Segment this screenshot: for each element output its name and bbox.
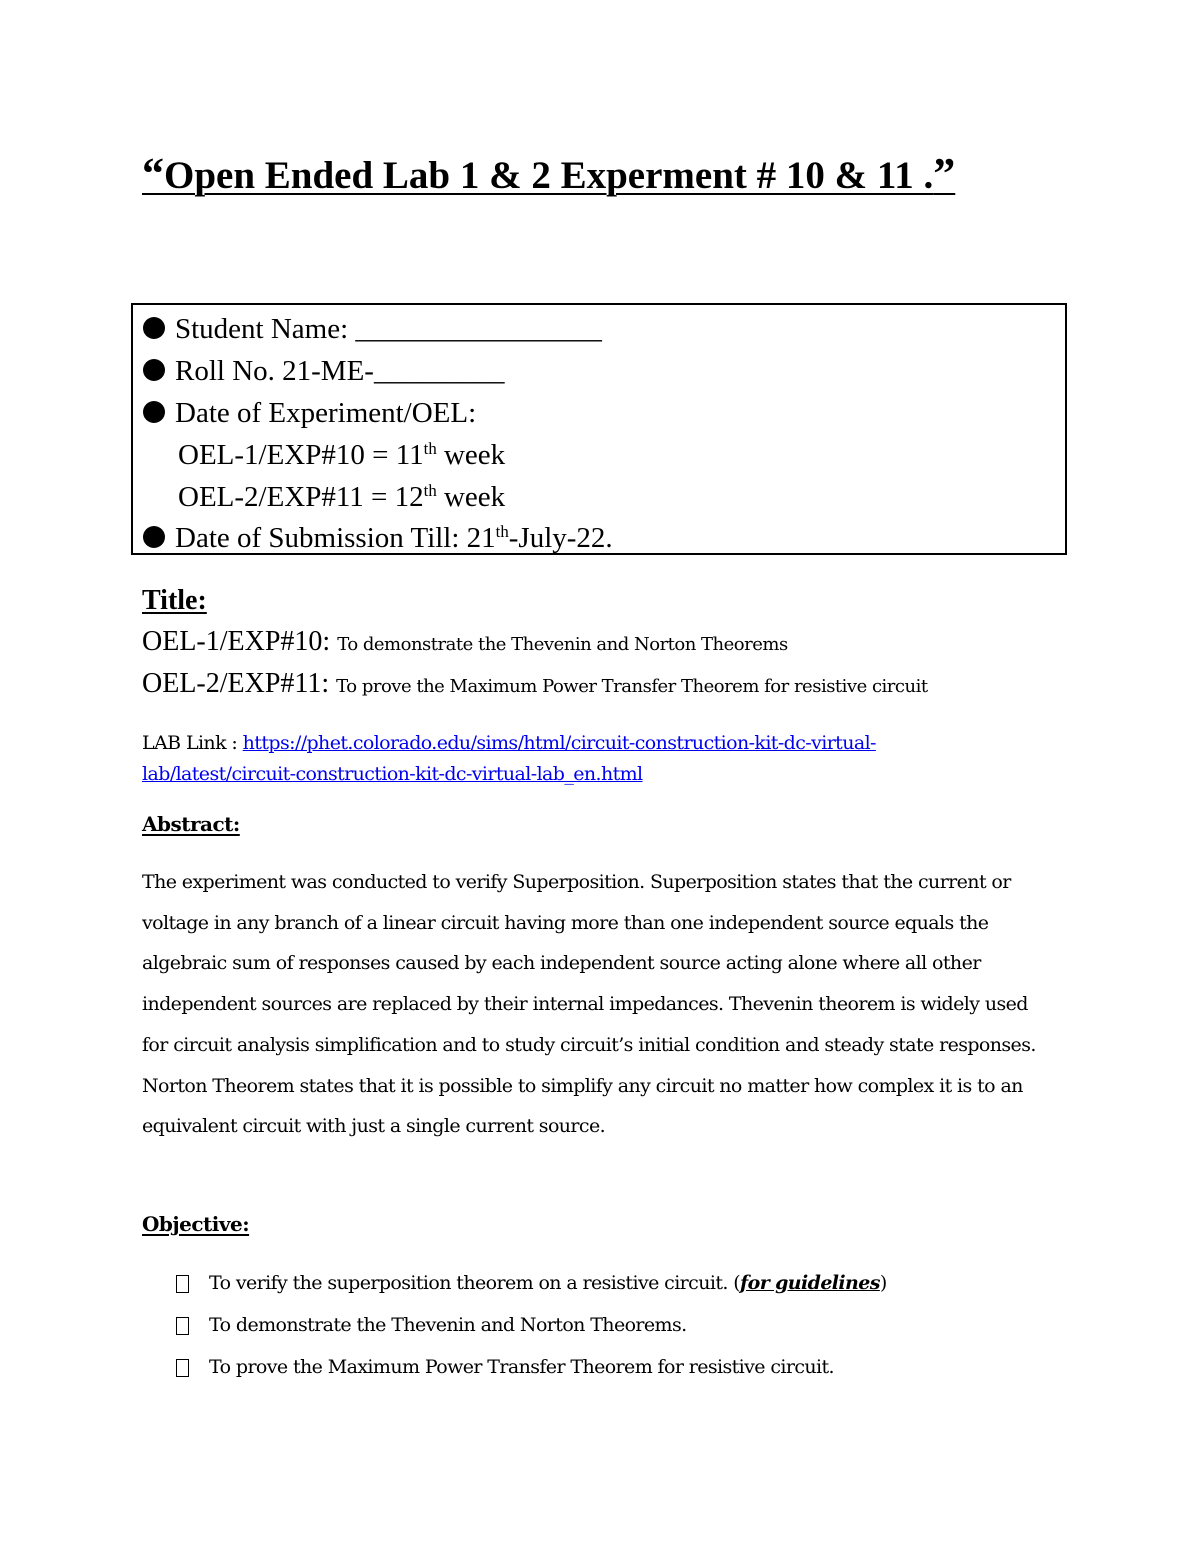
exp1-title-line [142, 626, 788, 658]
missing-glyph-icon [176, 1317, 189, 1335]
student-name-label: Student Name: _________________ [175, 313, 602, 345]
bullet-icon [143, 526, 165, 548]
oel2-label: OEL-2/EXP#11 = 12 [178, 481, 424, 513]
exp2-title-line [142, 668, 928, 700]
close-quote: ” [933, 149, 956, 198]
objective-item [176, 1314, 887, 1356]
open-quote: “ [142, 149, 164, 198]
exp1-code: OEL-1/EXP#10: [142, 626, 338, 657]
oel1-label: OEL-1/EXP#10 = 11 [178, 439, 424, 471]
submission-suffix: -July-22. [508, 522, 613, 554]
objective-3-text: To prove the Maximum Power Transfer Theorem for resistive circuit. [209, 1356, 835, 1378]
lab-link-url[interactable] [142, 732, 876, 785]
guidelines-link[interactable]: for guidelines [740, 1272, 880, 1294]
roll-no-row [143, 357, 504, 386]
date-of-experiment-row [143, 399, 476, 428]
roll-no-label: Roll No. 21-ME-_________ [175, 355, 505, 387]
oel1-row [178, 438, 506, 471]
submission-label: Date of Submission Till: 21 [175, 522, 496, 554]
objective-item [176, 1272, 887, 1314]
title-text: Open Ended Lab 1 & 2 Experment # 10 & 11 . [164, 154, 934, 197]
student-name-row [143, 315, 602, 344]
oel2-sup: th [423, 480, 437, 500]
oel2-suffix: week [436, 481, 506, 513]
objective-item [176, 1356, 887, 1398]
abstract-paragraph: The experiment was conducted to verify Superposition. Superposition states that the current or voltage in any branch of a linear circuit having more than one independent source equals the algebraic sum of responses caused by each independent source acting alone where all other independent sources are replaced by their internal impedances. Thevenin theorem is widely used for circuit analysis simplification and to study circuit’s initial condition and steady state responses. Norton Theorem states that it is possible to simplify any circuit no matter how complex it is to an equivalent circuit with just a single current source. [142, 871, 1036, 1138]
objective-heading: Objective: [142, 1212, 250, 1236]
lab-link-label: LAB Link : [142, 732, 243, 754]
document-title [142, 150, 955, 198]
lab-link-block [142, 728, 1042, 790]
bullet-icon [143, 401, 165, 423]
objective-list [176, 1272, 887, 1398]
exp2-code: OEL-2/EXP#11: [142, 668, 337, 699]
bullet-icon [143, 317, 165, 339]
oel1-suffix: week [436, 439, 506, 471]
exp1-description: To demonstrate the Thevenin and Norton Theorems [337, 634, 788, 655]
date-of-experiment-label: Date of Experiment/OEL: [175, 397, 477, 429]
lab-link-url-line2: lab/latest/circuit-construction-kit-dc-virtual-lab_en.html [142, 763, 643, 785]
student-info-box [131, 303, 1067, 555]
objective-1-main: To verify the superposition theorem on a resistive circuit. ( [209, 1272, 741, 1294]
objective-1-close: ) [879, 1272, 887, 1294]
submission-date-row [143, 521, 613, 554]
title-heading: Title: [142, 585, 207, 616]
objective-1-text [209, 1272, 887, 1294]
lab-link-url-line1: https://phet.colorado.edu/sims/html/circuit-construction-kit-dc-virtual- [242, 732, 876, 754]
objective-2-text: To demonstrate the Thevenin and Norton Theorems. [209, 1314, 687, 1336]
oel1-sup: th [423, 438, 437, 458]
oel2-row [178, 480, 506, 513]
bullet-icon [143, 359, 165, 381]
abstract-heading: Abstract: [142, 812, 240, 836]
exp2-description: To prove the Maximum Power Transfer Theorem for resistive circuit [336, 676, 928, 697]
missing-glyph-icon [176, 1275, 189, 1293]
submission-sup: th [495, 521, 509, 541]
missing-glyph-icon [176, 1359, 189, 1377]
